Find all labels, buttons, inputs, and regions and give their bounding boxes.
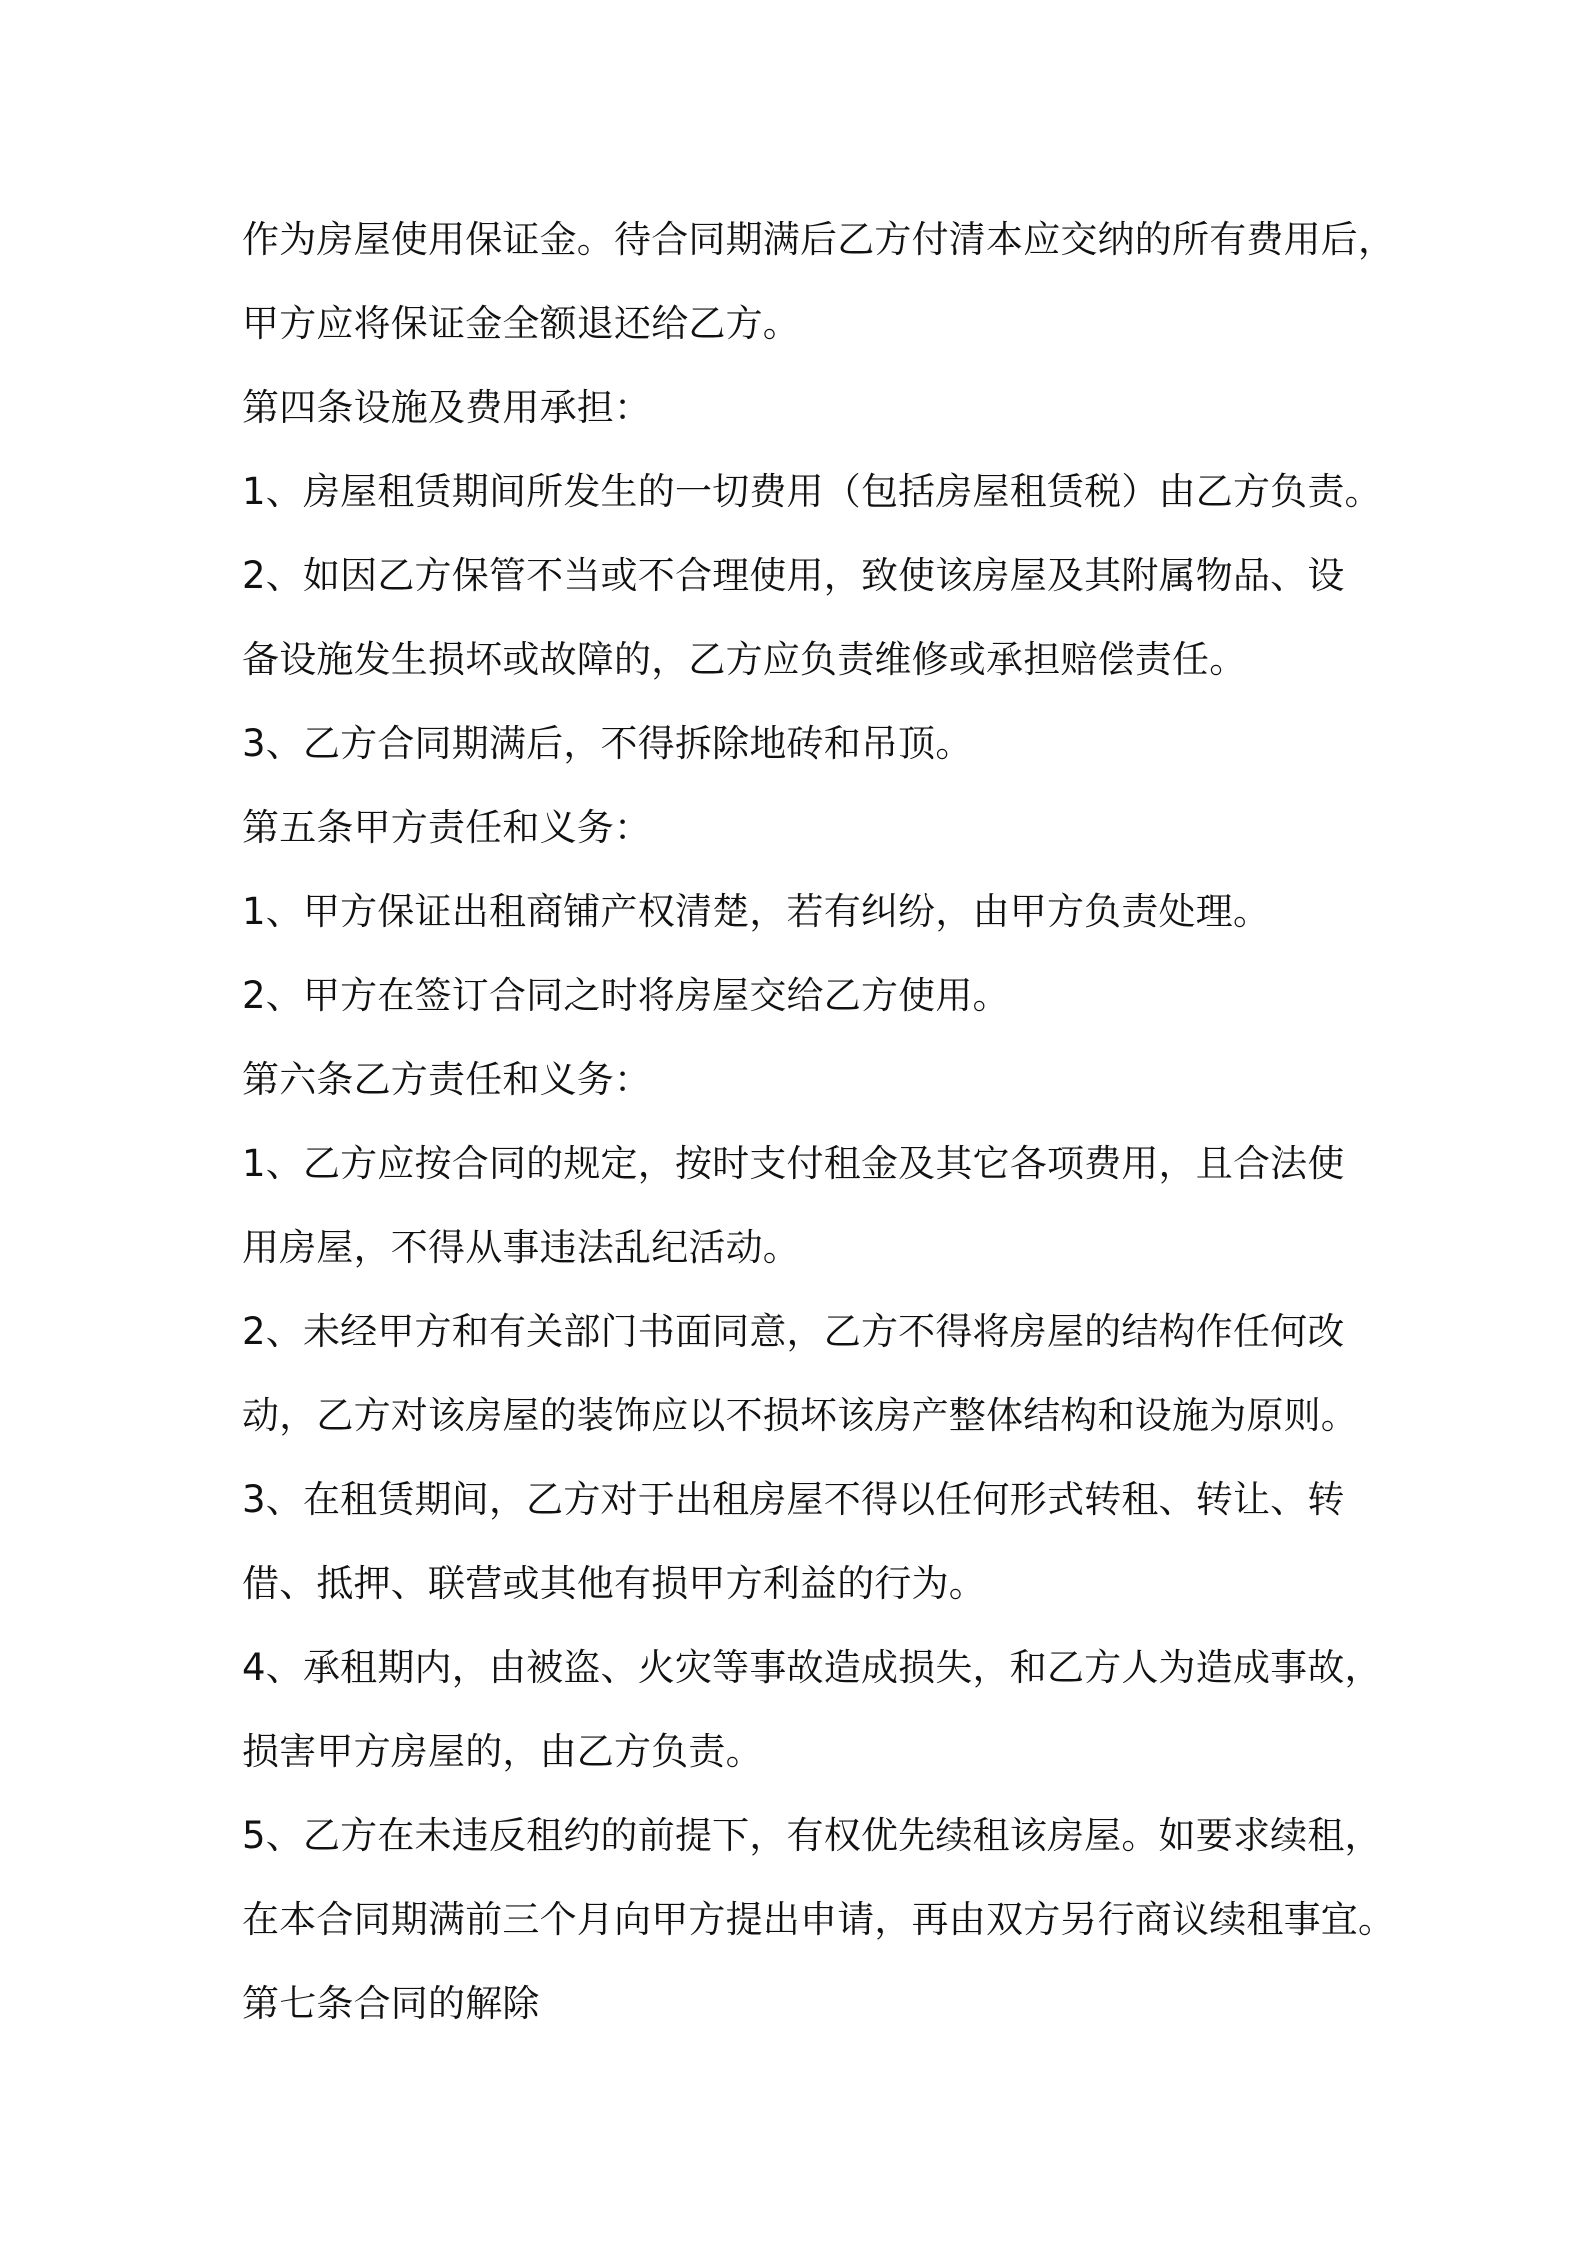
- contract-text: [242, 198, 1396, 2046]
- article-heading: 第六条乙方责任和义务：: [242, 1058, 652, 1101]
- text-line: 用房屋，不得从事违法乱纪活动。: [242, 1226, 800, 1269]
- article-heading: 第五条甲方责任和义务：: [242, 806, 652, 849]
- text-line: 5、乙方在未违反租约的前提下，有权优先续租该房屋。如要求续租，: [242, 1814, 1382, 1857]
- text-line: 2、如因乙方保管不当或不合理使用，致使该房屋及其附属物品、设: [242, 554, 1345, 597]
- text-line: 1、房屋租赁期间所发生的一切费用（包括房屋租赁税）由乙方负责。: [242, 470, 1382, 513]
- text-line: 4、承租期内，由被盗、火灾等事故造成损失，和乙方人为造成事故，: [242, 1646, 1382, 1689]
- text-line: 1、甲方保证出租商铺产权清楚，若有纠纷，由甲方负责处理。: [242, 890, 1271, 933]
- text-line: 动，乙方对该房屋的装饰应以不损坏该房产整体结构和设施为原则。: [242, 1394, 1358, 1437]
- text-line: 3、乙方合同期满后，不得拆除地砖和吊顶。: [242, 722, 973, 765]
- text-line: 1、乙方应按合同的规定，按时支付租金及其它各项费用，且合法使: [242, 1142, 1345, 1185]
- text-line: 损害甲方房屋的，由乙方负责。: [242, 1730, 763, 1773]
- text-line: 2、未经甲方和有关部门书面同意，乙方不得将房屋的结构作任何改: [242, 1310, 1345, 1353]
- text-line: 在本合同期满前三个月向甲方提出申请，再由双方另行商议续租事宜。: [242, 1898, 1396, 1941]
- article-heading: 第七条合同的解除: [242, 1982, 540, 2025]
- text-line: 甲方应将保证金全额退还给乙方。: [242, 302, 800, 345]
- text-line: 作为房屋使用保证金。待合同期满后乙方付清本应交纳的所有费用后，: [242, 218, 1396, 261]
- text-line: 2、甲方在签订合同之时将房屋交给乙方使用。: [242, 974, 1010, 1017]
- text-line: 借、抵押、联营或其他有损甲方利益的行为。: [242, 1562, 986, 1605]
- text-line: 备设施发生损坏或故障的，乙方应负责维修或承担赔偿责任。: [242, 638, 1247, 681]
- text-line: 3、在租赁期间，乙方对于出租房屋不得以任何形式转租、转让、转: [242, 1478, 1345, 1521]
- article-heading: 第四条设施及费用承担：: [242, 386, 652, 429]
